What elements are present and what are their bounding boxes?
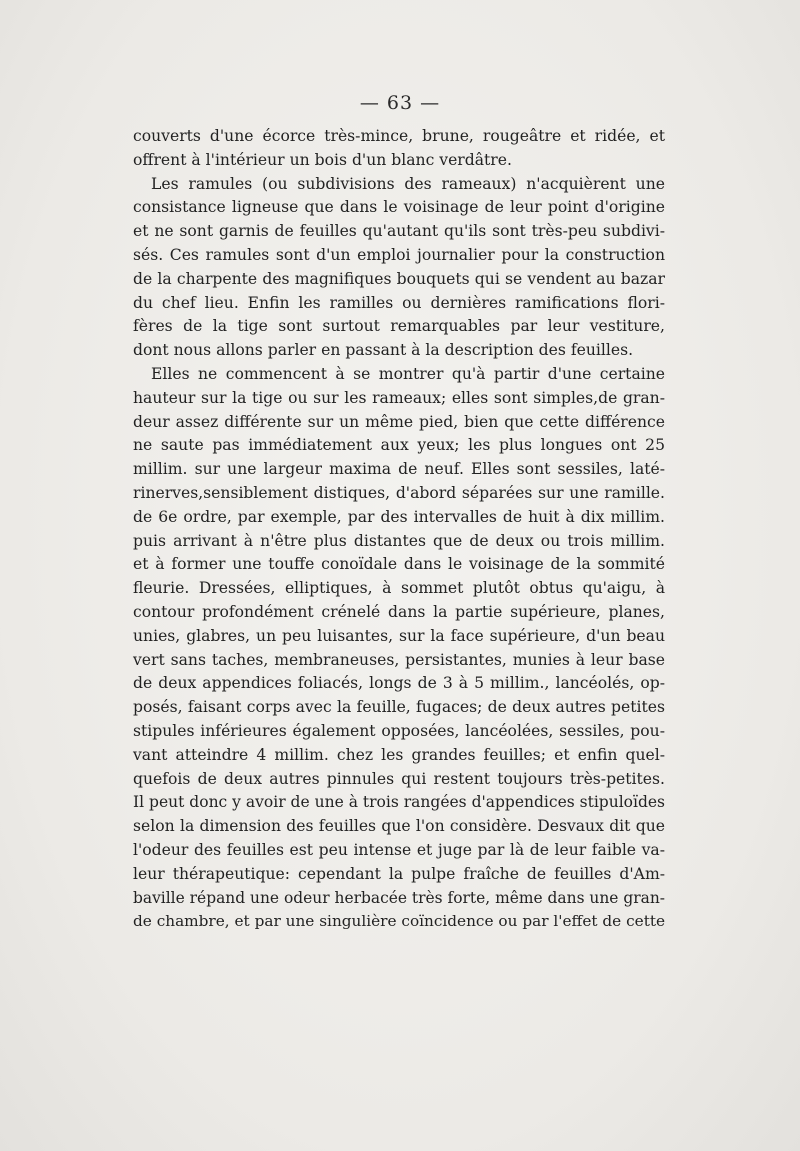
text-line: millim. sur une largeur maxima de neuf. Elles sont sessiles, laté- xyxy=(133,460,665,479)
text-line: de chambre, et par une singulière coïncidence ou par l'effet de cette xyxy=(133,912,665,931)
text-line: sés. Ces ramules sont d'un emploi journalier pour la construction xyxy=(133,245,665,264)
text-line: contour profondément crénelé dans la partie supérieure, planes, xyxy=(133,602,665,621)
text-line: selon la dimension des feuilles que l'on considère. Desvaux dit que xyxy=(133,817,665,836)
text-line: baville répand une odeur herbacée très forte, même dans une gran- xyxy=(133,888,665,907)
text-line: ne saute pas immédiatement aux yeux; les plus longues ont 25 xyxy=(133,436,665,455)
text-line: Les ramules (ou subdivisions des rameaux) n'acquièrent une xyxy=(151,174,665,193)
text-line: puis arrivant à n'être plus distantes que de deux ou trois millim. xyxy=(133,531,665,550)
text-line: de deux appendices foliacés, longs de 3 à 5 millim., lancéolés, op- xyxy=(133,674,665,693)
text-line: du chef lieu. Enfin les ramilles ou dernières ramifications flori- xyxy=(133,293,665,312)
text-line: l'odeur des feuilles est peu intense et juge par là de leur faible va- xyxy=(133,840,665,859)
text-line: de la charpente des magnifiques bouquets qui se vendent au bazar xyxy=(133,269,665,288)
text-line: fères de la tige sont surtout remarquables par leur vestiture, xyxy=(133,317,665,336)
text-line: vert sans taches, membraneuses, persistantes, munies à leur base xyxy=(133,650,665,669)
text-line: unies, glabres, un peu luisantes, sur la face supérieure, d'un beau xyxy=(133,626,665,645)
text-line: consistance ligneuse que dans le voisinage de leur point d'origine xyxy=(133,198,665,217)
text-line: deur assez différente sur un même pied, bien que cette différence xyxy=(133,412,665,431)
body-text xyxy=(133,125,665,934)
text-line: Il peut donc y avoir de une à trois rangées d'appendices stipuloïdes xyxy=(133,793,665,812)
text-line: quefois de deux autres pinnules qui restent toujours très-petites. xyxy=(133,769,665,788)
text-line: et à former une touffe conoïdale dans le voisinage de la sommité xyxy=(133,555,665,574)
text-line: posés, faisant corps avec la feuille, fugaces; de deux autres petites xyxy=(133,698,665,717)
text-line: fleurie. Dressées, elliptiques, à sommet plutôt obtus qu'aigu, à xyxy=(133,579,665,598)
text-line: et ne sont garnis de feuilles qu'autant qu'ils sont très-peu subdivi- xyxy=(133,222,665,241)
text-line: stipules inférieures également opposées, lancéolées, sessiles, pou- xyxy=(133,721,665,740)
text-line: dont nous allons parler en passant à la description des feuilles. xyxy=(133,341,634,360)
text-line: couverts d'une écorce très-mince, brune, rougeâtre et ridée, et xyxy=(133,127,665,145)
text-line: rinerves,sensiblement distiques, d'abord séparées sur une ramille. xyxy=(133,483,665,502)
text-line: leur thérapeutique: cependant la pulpe fraîche de feuilles d'Am- xyxy=(133,864,665,883)
text-line: offrent à l'intérieur un bois d'un blanc verdâtre. xyxy=(133,150,512,169)
text-line: hauteur sur la tige ou sur les rameaux; elles sont simples,de gran- xyxy=(133,388,665,407)
page-number: — 63 — xyxy=(359,92,441,114)
text-line: vant atteindre 4 millim. chez les grandes feuilles; et enfin quel- xyxy=(133,745,665,764)
text-line: Elles ne commencent à se montrer qu'à partir d'une certaine xyxy=(151,364,665,383)
text-line: de 6e ordre, par exemple, par des intervalles de huit à dix millim. xyxy=(133,507,665,526)
